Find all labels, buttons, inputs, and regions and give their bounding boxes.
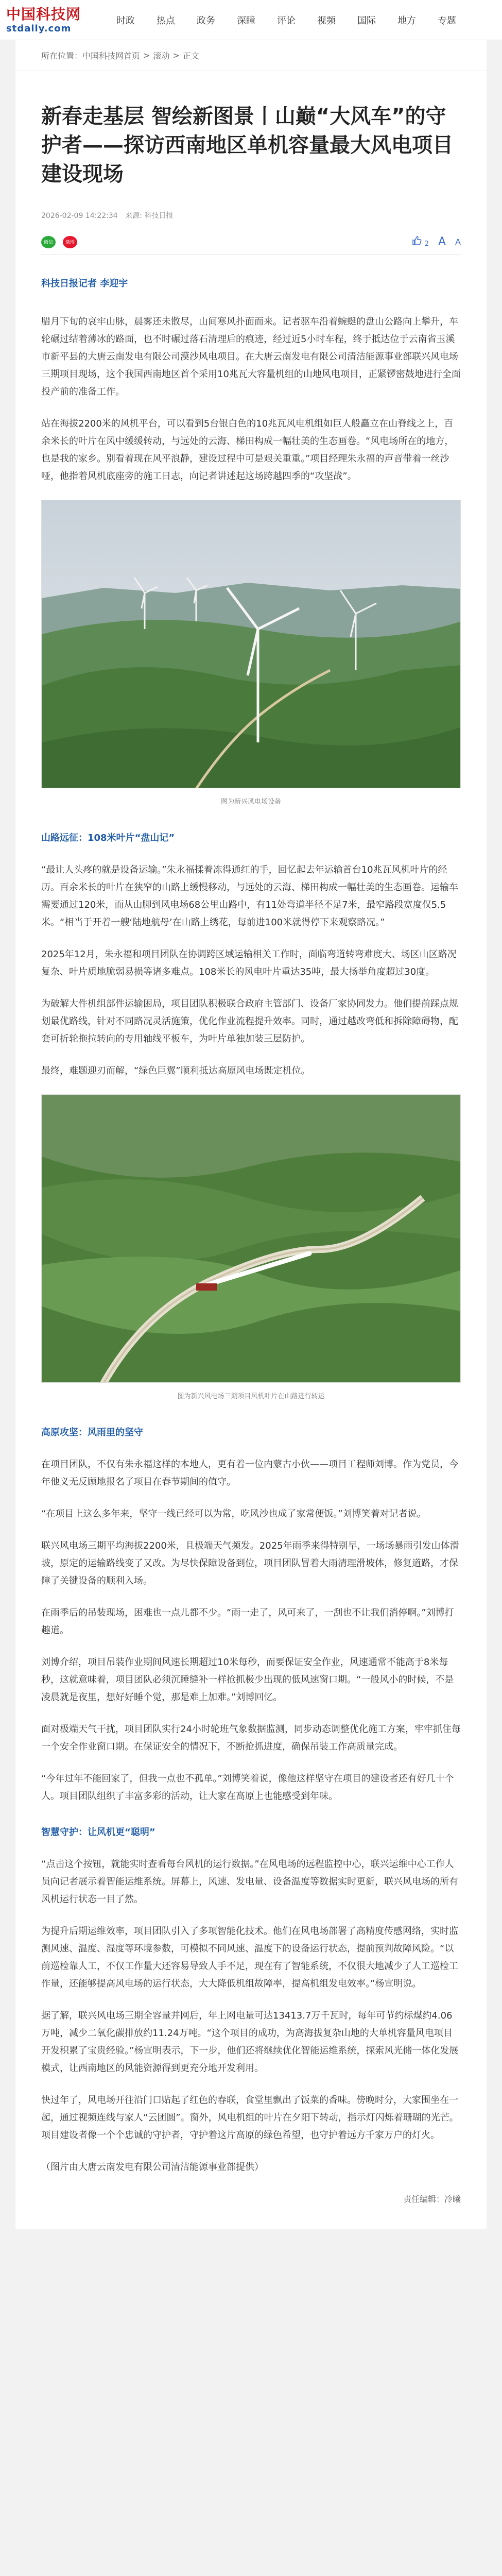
wind-turbine-photo xyxy=(41,500,461,788)
paragraph: 刘博介绍，项目吊装作业期间风速长期超过10米每秒，而要保证安全作业，风速通常不能高于8米每秒，这就意味着，项目团队必须沉睡缝补一样抢抓极少出现的低风速窗口期。“一般风小的时候，不是凌晨就是夜里，想好好睡个觉，那是难上加难。”刘博回忆。 xyxy=(41,1657,454,1703)
font-size-decrease-button[interactable] xyxy=(455,237,461,247)
article-meta xyxy=(41,210,461,221)
figure-caption: 图为新兴风电场设备 xyxy=(220,798,281,806)
nav-item-shipin[interactable]: 视频 xyxy=(317,15,336,26)
article-source: 来源: 科技日报 xyxy=(125,212,174,220)
paragraph: “最让人头疼的就是设备运输。”朱永福揉着冻得通红的手，回忆起去年运输首台10兆瓦风机叶片的经历。百余米长的叶片在狭窄的山路上缓慢移动，与远处的云海、梯田构成一幅壮美的生态画卷。运输车需要通过120米，而从山脚到风电场68公里山路中，有11处弯道半径不足7米，最窄路段宽度仅5.5米。“相当于开着一艘‘陆地航母’在山路上绣花，每前进100米就得停下来观察路况。” xyxy=(41,865,458,928)
figure-caption: 图为新兴风电场三期项目风机叶片在山路进行转运 xyxy=(177,1393,325,1400)
nav-item-guoji[interactable]: 国际 xyxy=(357,15,376,26)
blade-transport-photo xyxy=(41,1094,461,1383)
paragraph: 面对极端天气干扰，项目团队实行24小时轮班气象数据监测，同步动态调整优化施工方案，牢牢抓住每一个安全作业窗口期。在保证安全的情况下，不断抢抓进度，确保吊装工作高质量完成。 xyxy=(41,1724,461,1752)
reporter-byline: 科技日报记者 李迎宇 xyxy=(41,278,128,289)
paragraph: 2025年12月，朱永福和项目团队在协调跨区域运输相关工作时，面临弯道转弯难度大、场区山区路况复杂、叶片质地脆弱易损等诸多难点。108米长的风电叶片重达35吨，最大扬举角度超过30度。 xyxy=(41,949,457,977)
figure-blade-transport xyxy=(41,1094,461,1405)
breadcrumb-scroll-link[interactable]: 滚动 xyxy=(153,51,170,61)
article-title: 新春走基层 智绘新图景丨山巅“大风车”的守护者——探访西南地区单机容量最大风电项目建设现场 xyxy=(41,105,453,186)
like-count: 2 xyxy=(424,240,429,248)
paragraph: 腊月下旬的哀牢山脉，晨雾还未散尽，山间寒风扑面而来。记者驱车沿着蜿蜒的盘山公路向上攀升，车轮碾过结着薄冰的路面，也不时碾过落石清理后的痕迹，经过近5小时车程，终于抵达位于云南省玉溪市新平县的大唐云南发电有限公司漠沙风电项目。在大唐云南发电有限公司清洁能源事业部联兴风电场三期项目现场，这个我国西南地区首个采用10兆瓦大容量机组的山地风电项目，正紧锣密鼓地进行全面投产前的准备工作。 xyxy=(41,316,461,397)
nav-item-pinglun[interactable]: 评论 xyxy=(277,15,296,26)
article-tools xyxy=(411,235,461,248)
paragraph: 在项目团队，不仅有朱永福这样的本地人，更有着一位内蒙古小伙——项目工程师刘博。作为党员，今年他义无反顾地报名了项目在春节期间的值守。 xyxy=(41,1459,458,1487)
nav-item-zhuanti[interactable]: 专题 xyxy=(438,15,456,26)
share-toolbar xyxy=(41,234,461,255)
nav-item-shizheng[interactable]: 时政 xyxy=(116,15,135,26)
breadcrumb-prefix: 所在位置： xyxy=(41,51,83,61)
weibo-share-icon[interactable] xyxy=(63,236,77,248)
section-heading: 智慧守护：让风机更“聪明” xyxy=(41,1827,155,1838)
responsible-editor: 责任编辑：冷曦 xyxy=(403,2194,461,2204)
paragraph: 为破解大件机组部件运输困局，项目团队积极联合政府主管部门、设备厂家协同发力。他们提前踩点规划最优路线，针对不同路况灵活施策，优化作业流程提升效率。同时，通过越改弯低和拆除障碍物，配套可折轮拖拉转向的专用轴线平板车，为叶片单独加装三层防护。 xyxy=(41,998,458,1044)
content-wrapper xyxy=(0,40,502,2260)
nav-item-shentong[interactable]: 深瞳 xyxy=(237,15,255,26)
section-heading: 高原攻坚：风雨里的坚守 xyxy=(41,1427,143,1438)
breadcrumb xyxy=(15,40,487,71)
paragraph: “在项目上这么多年来，坚守一线已经可以为常，吃风沙也成了家常便饭。”刘博笑着对记者说。 xyxy=(41,1509,426,1519)
paragraph: 快过年了，风电场开往沿门口贴起了红色的春联，食堂里飘出了饭菜的香味。傍晚时分，大家围坐在一起，通过视频连线与家人“云团圆”。窗外，风电机组的叶片在夕阳下转动，指示灯闪烁着珊瑚的光芒。项目建设者像一个个忠诚的守护者，守护着这片高原的绿色希望，也守护着远方千家万户的灯火。 xyxy=(41,2095,459,2141)
article-panel xyxy=(15,40,487,2229)
paragraph: 为提升后期运维效率，项目团队引入了多项智能化技术。他们在风电场部署了高精度传感网络，实时监测风速、温度、湿度等环境参数，可模拟不同风速、温度下的设备运行状态，提前预判故障风险。“以前巡检靠人工，不仅工作量大还容易导致人手不足，现在有了智能系统，不仅很大地减少了人工巡检工作量，还能够提高风电场的运行状态，大大降低机组故障率，提高机组发电效率。”杨宣明说。 xyxy=(41,1926,458,1989)
like-button[interactable] xyxy=(411,235,429,248)
weibo-label: 微博 xyxy=(65,240,75,245)
nav-item-redian[interactable]: 热点 xyxy=(157,15,175,26)
breadcrumb-separator: > xyxy=(143,50,150,60)
paragraph: 在雨季后的吊装现场，困难也一点儿都不少。“雨一走了，风可来了，一刮也不让我们消停啊。”刘博打趣道。 xyxy=(41,1607,454,1636)
wechat-label: 微信 xyxy=(43,240,53,245)
logo-main-text: 中国科技网 xyxy=(6,6,81,23)
nav-item-zhengwu[interactable]: 政务 xyxy=(197,15,215,26)
bottom-spacer xyxy=(15,2229,487,2260)
top-navigation-bar xyxy=(0,0,502,40)
wechat-share-icon[interactable] xyxy=(41,236,56,248)
paragraph: 联兴风电场三期平均海拔2200米，且极端天气频发。2025年雨季来得特别早，一场场暴雨引发山体滑坡，原定的运输路线变了又改。为尽快保障设备到位，项目团队冒着大雨清理滑坡体，修复道路，才保障了关键设备的顺利入场。 xyxy=(41,1540,459,1586)
paragraph: 最终，难题迎刃而解，“绿色巨翼”顺利抵达高原风电场既定机位。 xyxy=(41,1065,310,1076)
main-nav xyxy=(96,13,496,27)
article xyxy=(15,71,487,2229)
site-logo[interactable] xyxy=(6,6,96,34)
font-size-increase-button[interactable] xyxy=(438,235,446,248)
paragraph: 据了解，联兴风电场三期全容量并网后，年上网电量可达13413.7万千瓦时，每年可节约标煤约4.06万吨，减少二氧化碳排放约11.24万吨。“这个项目的成功，为高海拔复杂山地的大单机容量风电项目开发积累了宝贵经验。”杨宣明表示，下一步，他们还将继续优化智能运维系统，探索风光储一体化发展模式，让西南地区的风能资源得到更充分地开发利用。 xyxy=(41,2010,459,2074)
section-heading: 山路远征：108米叶片“盘山记” xyxy=(41,833,175,843)
breadcrumb-current: 正文 xyxy=(182,51,199,61)
paragraph: “今年过年不能回家了，但我一点也不孤单。”刘博笑着说，像他这样坚守在项目的建设者还有好几十个人。项目团队组织了丰富多彩的活动，让大家在高原上也能感受到年味。 xyxy=(41,1773,454,1802)
publish-time: 2026-02-09 14:22:34 xyxy=(41,212,118,220)
figure-wind-farm xyxy=(41,500,461,811)
font-small-label: A xyxy=(455,237,461,247)
font-large-label: A xyxy=(438,235,446,248)
breadcrumb-separator: > xyxy=(172,50,180,60)
thumbs-up-icon xyxy=(411,235,422,246)
paragraph: “点击这个按钮，就能实时查看每台风机的运行数据。”在风电场的远程监控中心，联兴运维中心工作人员向记者展示着智能运维系统。屏幕上，风速、发电量、设备温度等数据实时更新，联兴风电场的所有风机运行状态一目了然。 xyxy=(41,1859,458,1905)
share-buttons xyxy=(41,236,411,248)
nav-item-difang[interactable]: 地方 xyxy=(397,15,416,26)
photo-credit: （图片由大唐云南发电有限公司清洁能源事业部提供） xyxy=(41,2162,264,2173)
paragraph: 站在海拔2200米的风机平台，可以看到5台银白色的10兆瓦风电机组如巨人般矗立在山脊线之上，百余米长的叶片在风中缓缓转动，与远处的云海、梯田构成一幅壮美的生态画卷。“风电场所在的地方，也是我的家乡。别看着现在风平浪静，建设过程中可是艰关重重。”项目经理朱永福的声音带着一丝沙哑，他指着风机底座旁的施工日志，向记者讲述起这场跨越四季的“攻坚战”。 xyxy=(41,418,454,482)
logo-domain-text: stdaily.com xyxy=(6,23,72,34)
breadcrumb-home-link[interactable]: 中国科技网首页 xyxy=(82,51,141,61)
article-body xyxy=(41,275,461,2213)
